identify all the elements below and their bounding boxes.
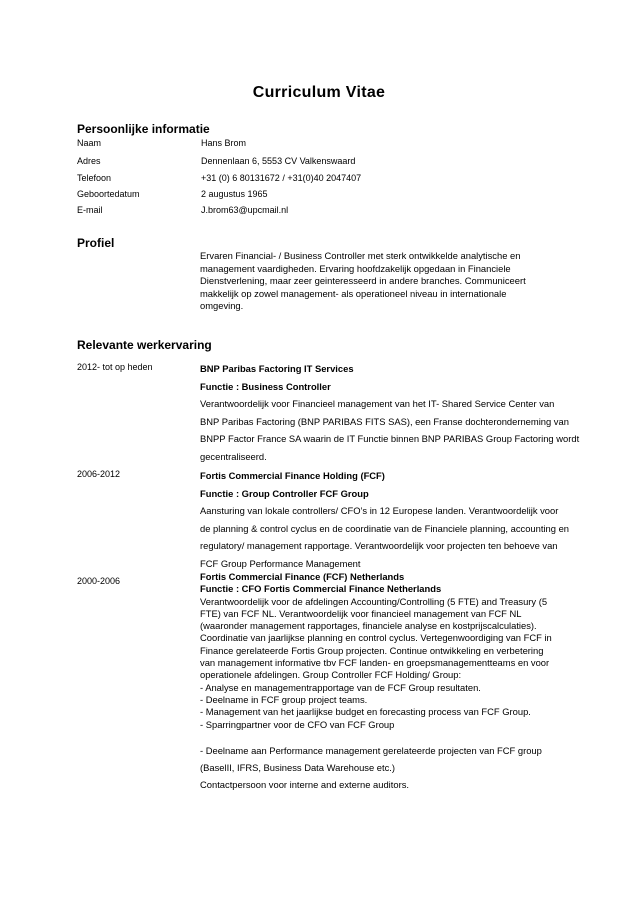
job-company: Fortis Commercial Finance (FCF) Netherlands bbox=[200, 571, 405, 582]
job-line: de planning & control cyclus en de coordinatie van de Financiele planning, accounting en bbox=[200, 522, 569, 534]
job-line: - Deelname in FCF group project teams. bbox=[200, 693, 368, 705]
job-line: - Sparringpartner voor de CFO van FCF Group bbox=[200, 718, 395, 730]
job-line: Finance gerelateerde Fortis Group projecten. Continue ontwikkeling en verbetering bbox=[200, 644, 544, 656]
job-line: - Management van het jaarlijkse budget en forecasting process van FCF Group. bbox=[200, 706, 531, 718]
personal-value: 2 augustus 1965 bbox=[201, 189, 268, 199]
job-line: Coordinatie van jaarlijkse planning en control cyclus. Vertegenwoordiging van FCF in bbox=[200, 632, 552, 644]
personal-label: Geboortedatum bbox=[77, 189, 140, 199]
job-company: Fortis Commercial Finance Holding (FCF) bbox=[200, 470, 385, 481]
profile-line: omgeving. bbox=[200, 300, 244, 312]
document-title: Curriculum Vitae bbox=[252, 84, 386, 101]
personal-label: Naam bbox=[77, 138, 102, 148]
job-role: Functie : Business Controller bbox=[200, 380, 331, 392]
job-period: 2012- tot op heden bbox=[77, 362, 153, 372]
profile-line: Dienstverlening, maar zeer geinteresseerd in andere branches. Communiceert bbox=[200, 275, 526, 287]
job-line: (BaselII, IFRS, Business Data Warehouse etc.) bbox=[200, 762, 396, 773]
job-line: BNP Paribas Factoring (BNP PARIBAS FITS SAS), een Franse dochteronderneming van bbox=[200, 415, 569, 427]
personal-value: J.brom63@upcmail.nl bbox=[201, 205, 289, 215]
profile-heading: Profiel bbox=[77, 236, 115, 250]
job-role: Functie : Group Controller FCF Group bbox=[200, 487, 369, 499]
job-line: gecentraliseerd. bbox=[200, 450, 267, 462]
job-line: Aansturing van lokale controllers/ CFO’s in 12 Europese landen. Verantwoordelijk voor bbox=[200, 505, 559, 516]
profile-line: management vaardigheden. Ervaring hoofdzakelijk opgedaan in Financiele bbox=[200, 262, 511, 274]
job-line: van management informative tbv FCF landen- en groepsmanagementteams en voor bbox=[200, 657, 550, 669]
profile-line: makkelijk op zowel management- als operationeel niveau in internationale bbox=[200, 287, 507, 299]
personal-value: Dennenlaan 6, 5553 CV Valkenswaard bbox=[201, 156, 356, 166]
job-line: (waaronder management rapportages, financiele analyse en kostprijscalculaties). bbox=[200, 620, 537, 632]
experience-heading: Relevante werkervaring bbox=[77, 338, 212, 352]
personal-value: Hans Brom bbox=[201, 138, 247, 148]
job-line: FCF Group Performance Management bbox=[200, 557, 361, 569]
job-line: - Analyse en managementrapportage van de FCF Group resultaten. bbox=[200, 681, 481, 693]
job-line: regulatory/ management rapportage. Verantwoordelijk voor projecten ten behoeve van bbox=[200, 540, 558, 551]
job-role: Functie : CFO Fortis Commercial Finance Netherlands bbox=[200, 583, 442, 595]
personal-label: Telefoon bbox=[77, 173, 112, 183]
job-entry bbox=[200, 360, 580, 465]
job-line: Verantwoordelijk voor Financieel management van het IT- Shared Service Center van bbox=[200, 398, 555, 409]
job-company: BNP Paribas Factoring IT Services bbox=[200, 363, 354, 374]
personal-heading: Persoonlijke informatie bbox=[77, 122, 210, 136]
job-line: operationele afdelingen. Group Controller FCF Holding/ Group: bbox=[200, 669, 462, 681]
profile-text bbox=[200, 250, 572, 313]
profile-line: Ervaren Financial- / Business Controller met sterk ontwikkelde analytische en bbox=[200, 250, 521, 261]
job-entry bbox=[200, 571, 572, 731]
personal-label: Adres bbox=[77, 156, 101, 166]
job-line: Verantwoordelijk voor de afdelingen Accounting/Controlling (5 FTE) and Treasury (5 bbox=[200, 595, 548, 607]
job-line: Contactpersoon voor interne and externe auditors. bbox=[200, 779, 409, 790]
job-line: - Deelname aan Performance management gerelateerde projecten van FCF group bbox=[200, 745, 542, 756]
job-period: 2000-2006 bbox=[77, 576, 121, 586]
job-entry-continued bbox=[200, 742, 572, 793]
personal-value: +31 (0) 6 80131672 / +31(0)40 2047407 bbox=[201, 173, 362, 183]
job-entry bbox=[200, 467, 572, 572]
job-period: 2006-2012 bbox=[77, 469, 121, 479]
personal-label: E-mail bbox=[77, 205, 103, 215]
job-line: FTE) van FCF NL. Verantwoordelijk voor financieel management van FCF NL bbox=[200, 607, 522, 619]
job-line: BNPP Factor France SA waarin de IT Functie binnen BNP PARIBAS Group Factoring wordt bbox=[200, 433, 580, 444]
